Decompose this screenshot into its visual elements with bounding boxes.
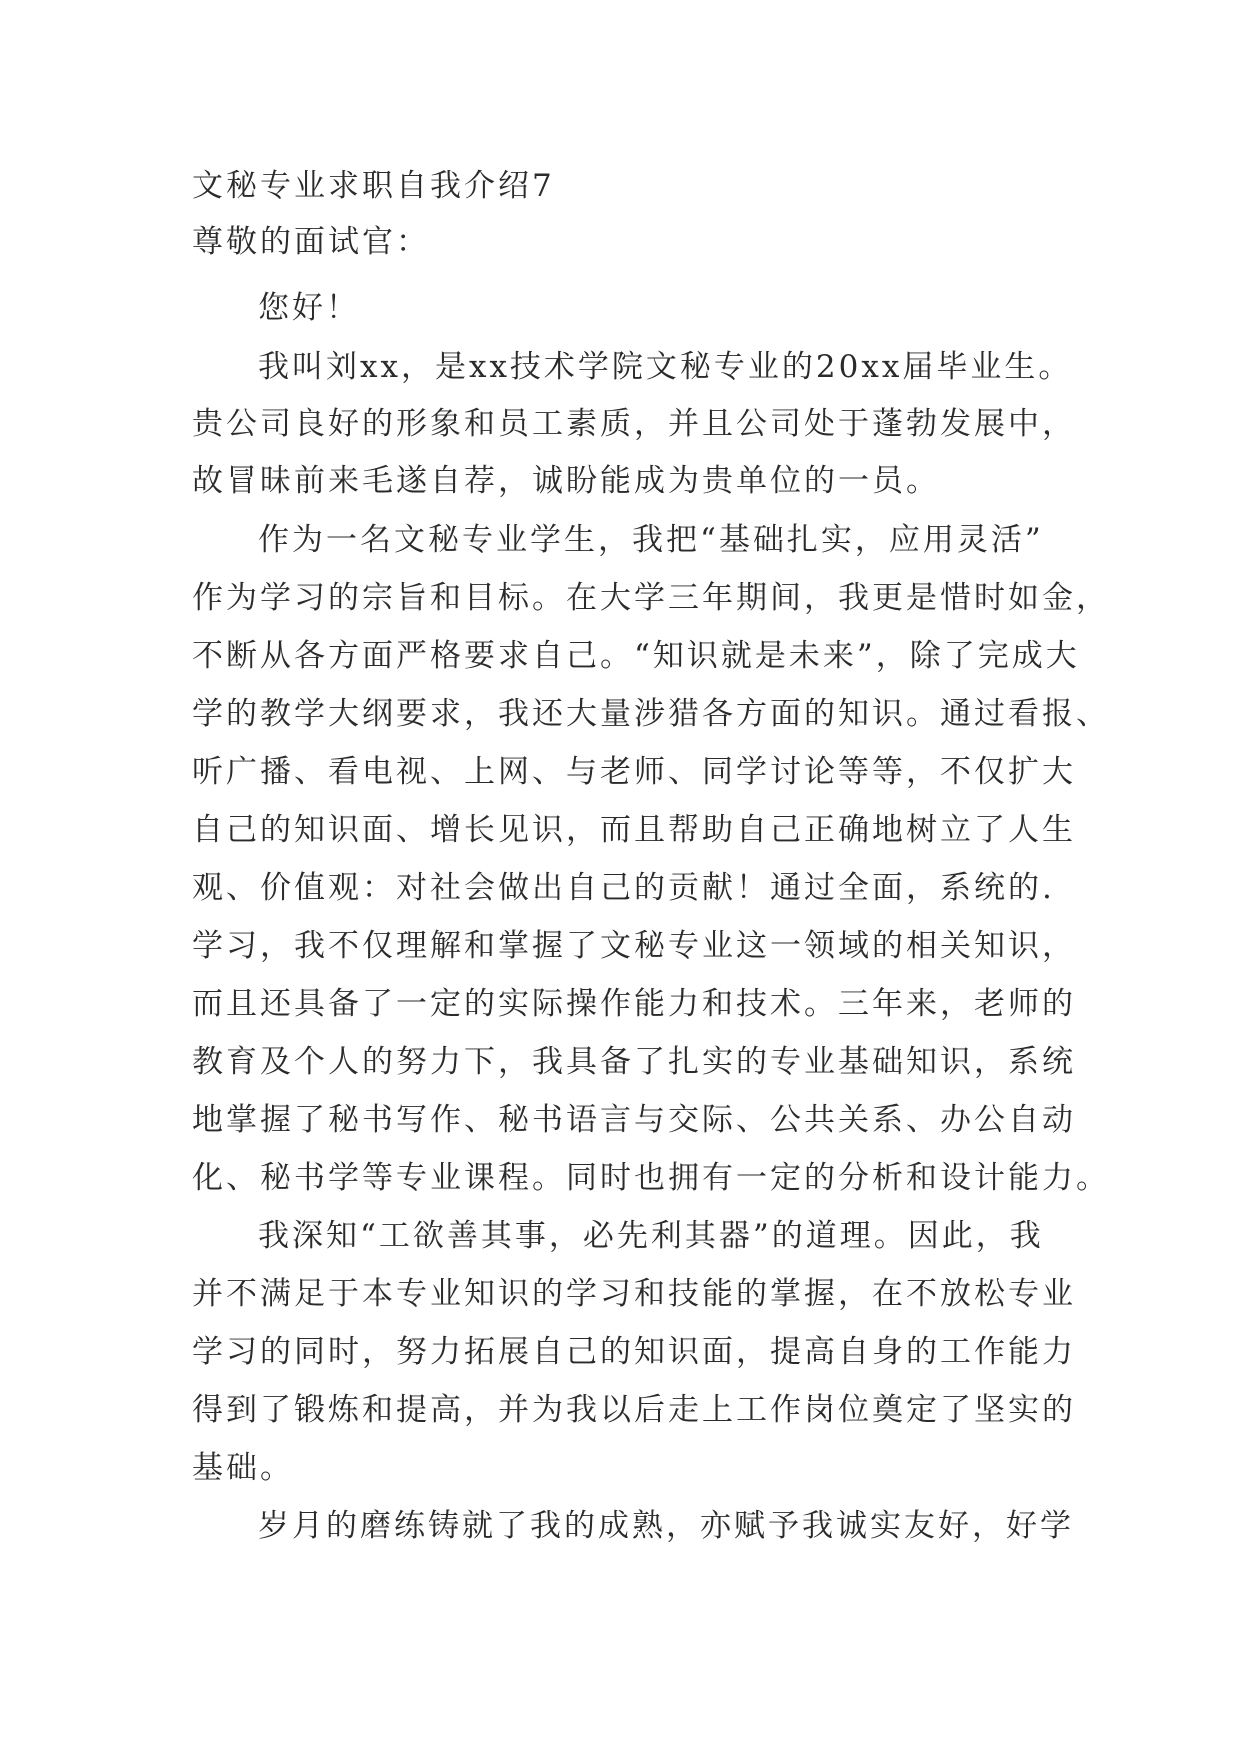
body-line: 得到了锻炼和提高，并为我以后走上工作岗位奠定了坚实的 (192, 1392, 1076, 1428)
body-line: 贵公司良好的形象和员工素质，并且公司处于蓬勃发展中， (192, 406, 1076, 442)
body-line: 而且还具备了一定的实际操作能力和技术。三年来，老师的 (192, 986, 1076, 1022)
body-line: 学习，我不仅理解和掌握了文秘专业这一领域的相关知识， (192, 928, 1076, 964)
body-line: 化、秘书学等专业课程。同时也拥有一定的分析和设计能力。 (192, 1160, 1110, 1196)
body-line: 我叫刘xx，是xx技术学院文秘专业的20xx届毕业生。 (258, 349, 1073, 385)
body-line: 自己的知识面、增长见识，而且帮助自己正确地树立了人生 (192, 812, 1076, 848)
salutation: 尊敬的面试官： (192, 224, 430, 260)
body-line: 我深知“工欲善其事，必先利其器”的道理。因此，我 (258, 1218, 1044, 1254)
body-line: 作为一名文秘专业学生，我把“基础扎实，应用灵活” (258, 522, 1044, 558)
greeting: 您好！ (258, 290, 360, 326)
body-line: 并不满足于本专业知识的学习和技能的掌握，在不放松专业 (192, 1276, 1076, 1312)
body-line: 岁月的磨练铸就了我的成熟，亦赋予我诚实友好，好学 (258, 1508, 1074, 1544)
body-line: 地掌握了秘书写作、秘书语言与交际、公共关系、办公自动 (192, 1102, 1076, 1138)
body-line: 观、价值观：对社会做出自己的贡献！通过全面，系统的. (192, 870, 1055, 906)
body-line: 教育及个人的努力下，我具备了扎实的专业基础知识，系统 (192, 1044, 1076, 1080)
document-title: 文秘专业求职自我介绍7 (192, 168, 555, 204)
body-line: 听广播、看电视、上网、与老师、同学讨论等等，不仅扩大 (192, 754, 1076, 790)
body-line: 基础。 (192, 1450, 294, 1486)
body-line: 作为学习的宗旨和目标。在大学三年期间，我更是惜时如金， (192, 580, 1110, 616)
body-line: 学习的同时，努力拓展自己的知识面，提高自身的工作能力 (192, 1334, 1076, 1370)
body-line: 不断从各方面严格要求自己。“知识就是未来”，除了完成大 (192, 638, 1080, 674)
body-line: 学的教学大纲要求，我还大量涉猎各方面的知识。通过看报、 (192, 696, 1110, 732)
body-line: 故冒昧前来毛遂自荐，诚盼能成为贵单位的一员。 (192, 463, 940, 499)
